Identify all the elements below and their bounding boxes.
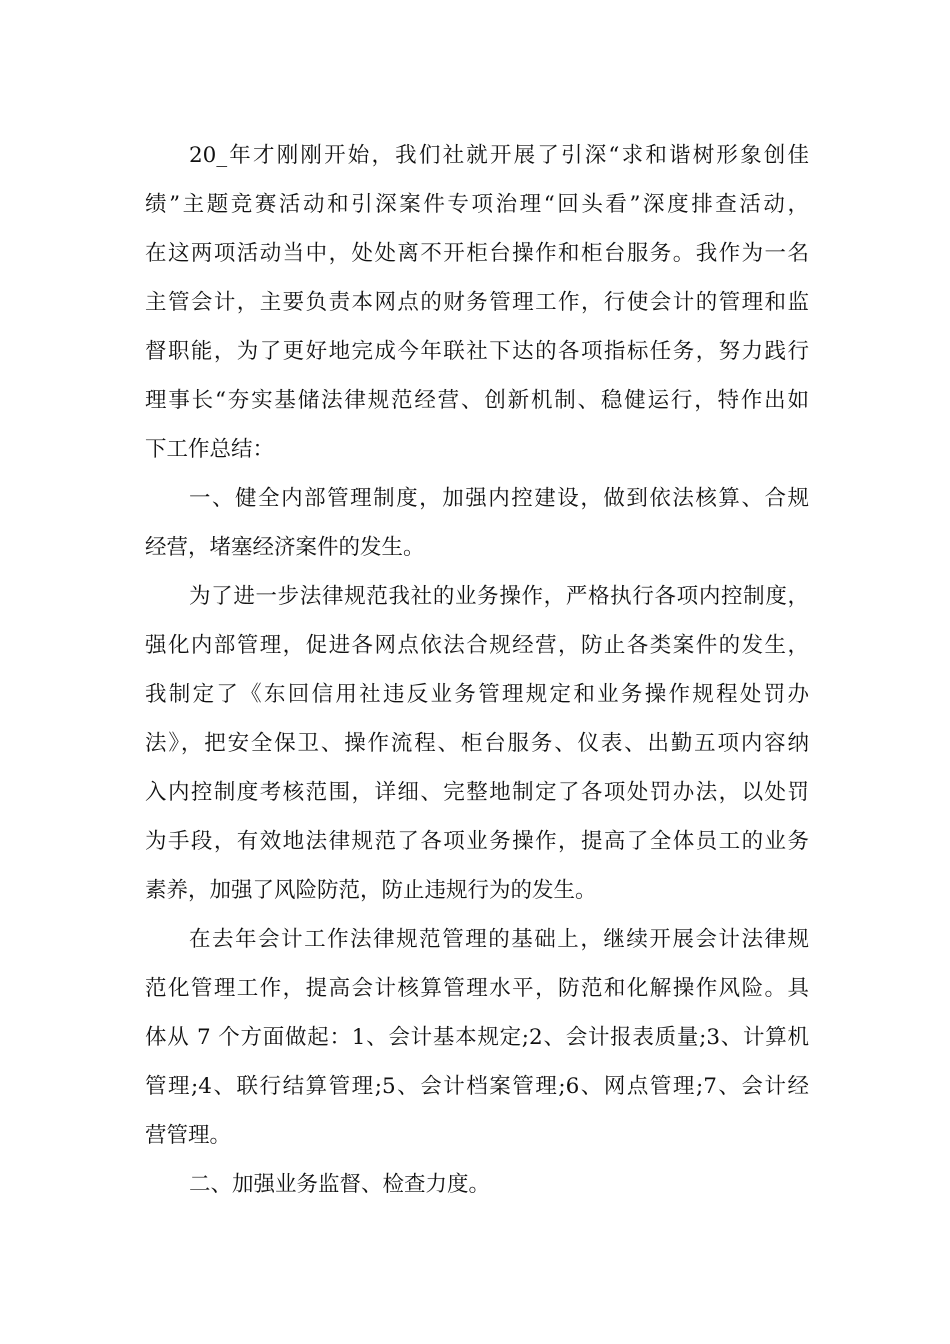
text-line: 主管会计，主要负责本网点的财务管理工作，行使会计的管理和监 <box>145 290 809 315</box>
text-line: 强化内部管理，促进各网点依法合规经营，防止各类案件的发生， <box>145 633 809 658</box>
text-line: 法》，把安全保卫、操作流程、柜台服务、仪表、出勤五项内容纳 <box>145 731 809 756</box>
text-line: 在这两项活动当中，处处离不开柜台操作和柜台服务。我作为一名 <box>145 241 809 266</box>
text-line: 20_年才刚刚开始，我们社就开展了引深“求和谐树形象创佳 <box>189 143 809 168</box>
text-line: 体从 7 个方面做起：1、会计基本规定;2、会计报表质量;3、计算机 <box>145 1025 809 1050</box>
paragraph-intro <box>145 131 809 474</box>
text-line: 管理;4、联行结算管理;5、会计档案管理;6、网点管理;7、会计经 <box>145 1074 809 1099</box>
document-body <box>145 131 809 1209</box>
text-line: 一、健全内部管理制度，加强内控建设，做到依法核算、合规 <box>189 486 809 511</box>
text-line: 在去年会计工作法律规范管理的基础上，继续开展会计法律规 <box>189 927 809 952</box>
text-line: 入内控制度考核范围，详细、完整地制定了各项处罚办法，以处罚 <box>145 780 809 805</box>
text-line: 为手段，有效地法律规范了各项业务操作，提高了全体员工的业务 <box>145 829 809 854</box>
text-line: 下工作总结： <box>145 437 275 462</box>
text-line: 营管理。 <box>145 1123 232 1148</box>
text-line: 范化管理工作，提高会计核算管理水平，防范和化解操作风险。具 <box>145 976 809 1001</box>
text-line: 理事长“夯实基储法律规范经营、创新机制、稳健运行，特作出如 <box>145 388 809 413</box>
text-line: 我制定了《东回信用社违反业务管理规定和业务操作规程处罚办 <box>145 682 809 707</box>
text-line: 素养，加强了风险防范，防止违规行为的发生。 <box>145 878 597 903</box>
text-line: 为了进一步法律规范我社的业务操作，严格执行各项内控制度， <box>189 584 809 609</box>
text-line: 绩”主题竞赛活动和引深案件专项治理“回头看”深度排查活动， <box>145 192 809 217</box>
paragraph-section-1-heading <box>145 474 809 572</box>
paragraph-section-2-heading <box>145 1160 809 1209</box>
paragraph-section-1-body-a <box>145 572 809 915</box>
text-line: 经营，堵塞经济案件的发生。 <box>145 535 425 560</box>
text-line: 二、加强业务监督、检查力度。 <box>189 1172 491 1197</box>
text-line: 督职能，为了更好地完成今年联社下达的各项指标任务，努力践行 <box>145 339 809 364</box>
paragraph-section-1-body-b <box>145 915 809 1160</box>
